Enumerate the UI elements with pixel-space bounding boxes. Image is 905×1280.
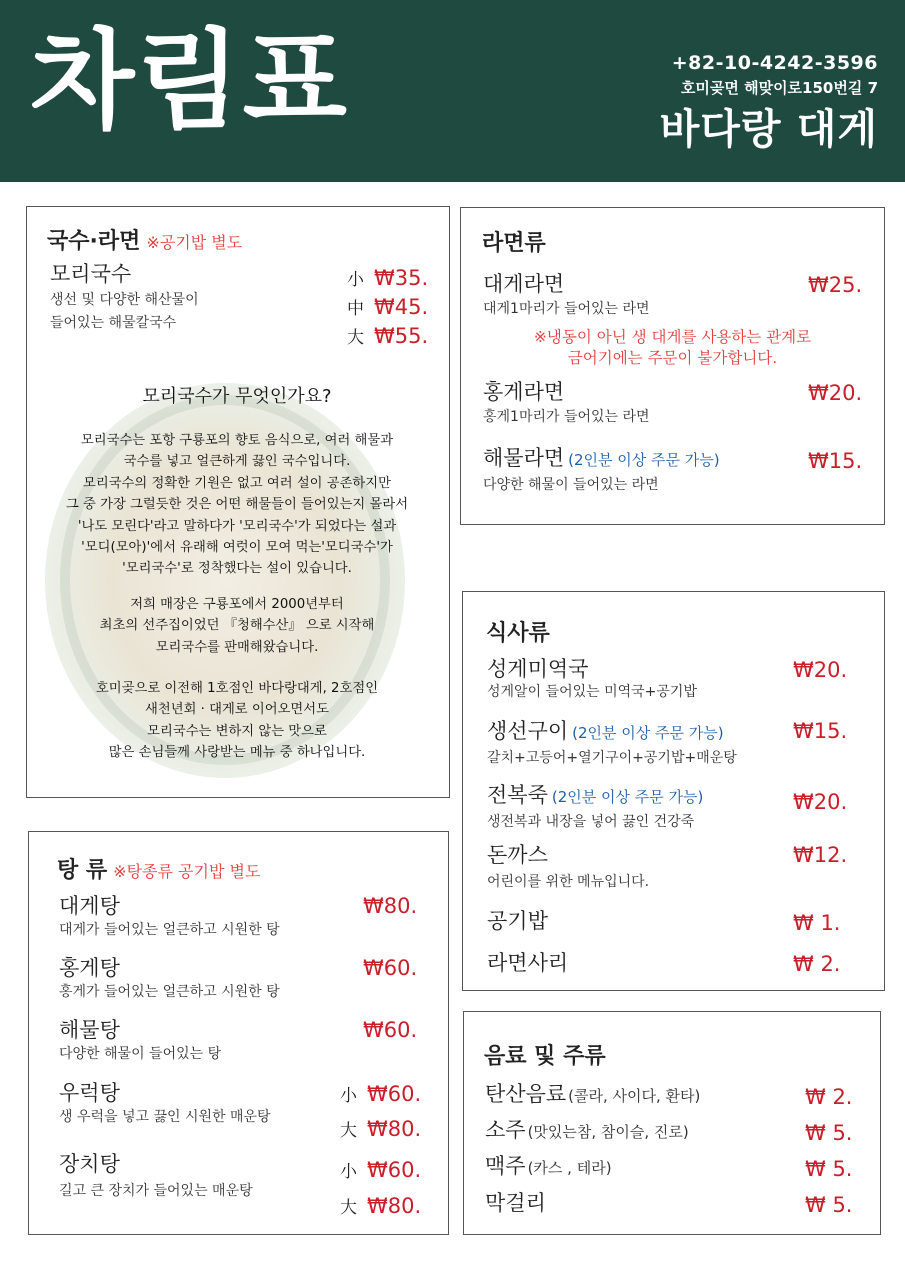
story-line: 새천년회 · 대게로 이어오면서도 [145,702,329,718]
item-name [485,1081,700,1109]
item-name: 모리국수 [50,262,132,286]
item-name: 공기밥 [487,909,548,933]
item-desc: 어린이를 위한 메뉴입니다. [487,874,650,890]
item-name: 막걸리 [485,1191,546,1215]
menu-item [483,271,650,319]
story-paragraph-3 [26,678,448,764]
item-desc: 갈치+고등어+열기구이+공기밥+매운탕 [487,750,737,766]
item-name: 해물탕 [59,1018,120,1042]
item-name-text: 생선구이 [487,719,569,743]
item-desc: 홍게1마리가 들어있는 라면 [483,409,650,425]
story-paragraph-2 [26,594,448,658]
price: ₩15. [793,719,848,743]
menu-item [487,908,548,934]
item-desc: 대게가 들어있는 얼큰하고 시원한 탕 [59,922,280,938]
item-name: 홍게탕 [59,956,120,980]
price: ₩20. [808,381,863,405]
season-notice [480,327,865,369]
item-option: (2인분 이상 주문 가능) [568,451,720,469]
story-line: 모리국수는 변하지 않는 맛으로 [147,723,327,739]
notice-line: ※냉동이 아닌 생 대게를 사용하는 관계로 [533,328,812,346]
price-small [340,1157,421,1182]
item-desc: 생선 및 다양한 해산물이 [50,292,199,308]
size-label: 大 [340,1121,357,1141]
size-label: 小 [347,270,364,290]
menu-item [483,445,720,495]
price: ₩ 2. [793,952,841,976]
menu-item [59,1151,253,1201]
item-name: 돈까스 [487,843,548,867]
price-value: ₩80. [367,1194,422,1218]
price-large [340,1116,421,1141]
menu-item [487,950,568,976]
item-name: 우럭탕 [59,1081,120,1105]
price-value: ₩60. [367,1082,422,1106]
story-line: 모리국수의 정확한 기원은 없고 여러 설이 공존하지만 [83,475,391,491]
price: ₩15. [808,449,863,473]
story-paragraph-1 [26,430,448,580]
price-medium [347,294,428,319]
item-name: 성게미역국 [487,657,589,681]
item-name [485,1153,612,1181]
story-line: '모디(모아)'에서 유래해 여럿이 모여 먹는'모디국수'가 [81,540,393,556]
story-line: '나도 모린다'라고 말하다가 '모리국수'가 되었다는 설과 [77,518,397,534]
price: ₩12. [793,843,848,867]
item-name: 장치탕 [59,1152,120,1176]
item-sub: (콜라, 사이다, 환타) [568,1087,701,1105]
item-desc: 생 우럭을 넣고 끓인 시원한 매운탕 [59,1109,271,1125]
soups-note: ※탕종류 공기밥 별도 [113,862,261,881]
item-desc: 들어있는 해물칼국수 [50,315,177,331]
story-line: 최초의 선주집이었던 『청해수산』 으로 시작해 [99,618,375,634]
price: ₩80. [363,894,418,918]
price: ₩60. [363,956,418,980]
meals-title: 식사류 [486,621,550,646]
restaurant-name: 바다랑 대게 [659,105,878,153]
item-desc: 생전복과 내장을 넣어 끓인 건강죽 [487,814,695,830]
item-desc: 홍게가 들어있는 얼큰하고 시원한 탕 [59,984,280,1000]
price: ₩ 5. [805,1157,853,1181]
menu-item [50,261,199,333]
item-name [487,782,703,810]
story-line: 그 중 가장 그럴듯한 것은 어떤 해물들이 들어있는지 몰라서 [65,497,409,513]
size-label: 小 [340,1086,357,1106]
menu-item [485,1190,546,1216]
ramen-title: 라면류 [482,231,546,256]
price-small [340,1081,421,1106]
size-label: 大 [340,1198,357,1218]
menu-item [59,1080,271,1127]
noodles-note: ※공기밥 별도 [146,233,243,252]
price: ₩25. [808,273,863,297]
story-line: 많은 손님들께 사랑받는 메뉴 중 하나입니다. [108,745,366,761]
price-small [347,265,428,290]
item-option: (2인분 이상 주문 가능) [551,788,704,806]
menu-item [59,1017,221,1064]
item-desc: 대게1마리가 들어있는 라면 [483,301,650,317]
price-value: ₩35. [374,266,429,290]
price-large [340,1193,421,1218]
menu-title: 차림표 [30,19,349,144]
notice-line: 금어기에는 주문이 불가합니다. [567,349,778,367]
price: ₩ 1. [793,911,841,935]
address: 호미곶면 해맞이로150번길 7 [680,79,878,97]
price: ₩20. [793,658,848,682]
phone-number: +82-10-4242-3596 [671,52,878,74]
story-title: 모리국수가 무엇인가요? [142,386,332,407]
price-value: ₩80. [367,1117,422,1141]
story-line: 국수를 넣고 얼큰하게 끓인 국수입니다. [123,454,351,470]
item-name [485,1117,689,1145]
item-name: 라면사리 [487,951,569,975]
price-large [347,323,428,348]
item-name: 대게라면 [483,272,565,296]
soups-title-text: 탕 류 [57,858,108,883]
item-sub: (카스 , 테라) [527,1159,612,1177]
item-name-text: 탄산음료 [485,1082,567,1106]
item-desc: 다양한 해물이 들어있는 라면 [483,477,659,493]
soups-title [57,853,260,884]
price: ₩ 5. [805,1121,853,1145]
noodles-title-text: 국수·라면 [47,229,141,254]
price-value: ₩60. [367,1158,422,1182]
price: ₩60. [363,1018,418,1042]
item-sub: (맛있는참, 참이슬, 진로) [527,1123,689,1141]
size-label: 大 [347,328,364,348]
item-name [483,445,720,473]
noodles-title [47,224,242,255]
header [0,0,905,182]
menu-item [487,842,649,892]
item-desc: 길고 큰 장치가 들어있는 매운탕 [59,1183,253,1199]
menu-item [483,379,650,427]
menu-item [59,893,280,940]
price: ₩ 5. [805,1193,853,1217]
size-label: 小 [340,1162,357,1182]
size-label: 中 [347,299,364,319]
drinks-title: 음료 및 주류 [484,1044,606,1069]
item-desc: 성게알이 들어있는 미역국+공기밥 [487,684,697,700]
menu-item [485,1117,689,1145]
story-line: '모리국수'로 정착했다는 설이 있습니다. [122,561,352,577]
menu-item [485,1153,612,1181]
price-value: ₩55. [374,324,429,348]
price: ₩20. [793,790,848,814]
item-name [487,718,737,746]
item-name: 홍게라면 [483,380,565,404]
menu-item [487,656,697,702]
item-name-text: 해물라면 [483,446,565,470]
story-line: 저희 매장은 구룡포에서 2000년부터 [130,597,344,612]
item-option: (2인분 이상 주문 가능) [572,724,724,742]
story-line: 모리국수는 포항 구룡포의 향토 음식으로, 여러 해물과 [80,433,394,448]
item-name-text: 전복죽 [487,783,548,807]
story-line: 모리국수를 판매해왔습니다. [155,639,319,655]
item-name-text: 맥주 [485,1154,526,1178]
menu-item [487,782,703,832]
item-name: 대게탕 [59,894,120,918]
menu-item [485,1081,700,1109]
price: ₩ 2. [805,1085,853,1109]
menu-item [487,718,737,768]
item-name-text: 소주 [485,1118,526,1142]
story-line: 호미곶으로 이전해 1호점인 바다랑대게, 2호점인 [95,681,379,696]
item-desc: 다양한 해물이 들어있는 탕 [59,1046,222,1062]
price-value: ₩45. [374,295,429,319]
menu-item [59,955,280,1002]
